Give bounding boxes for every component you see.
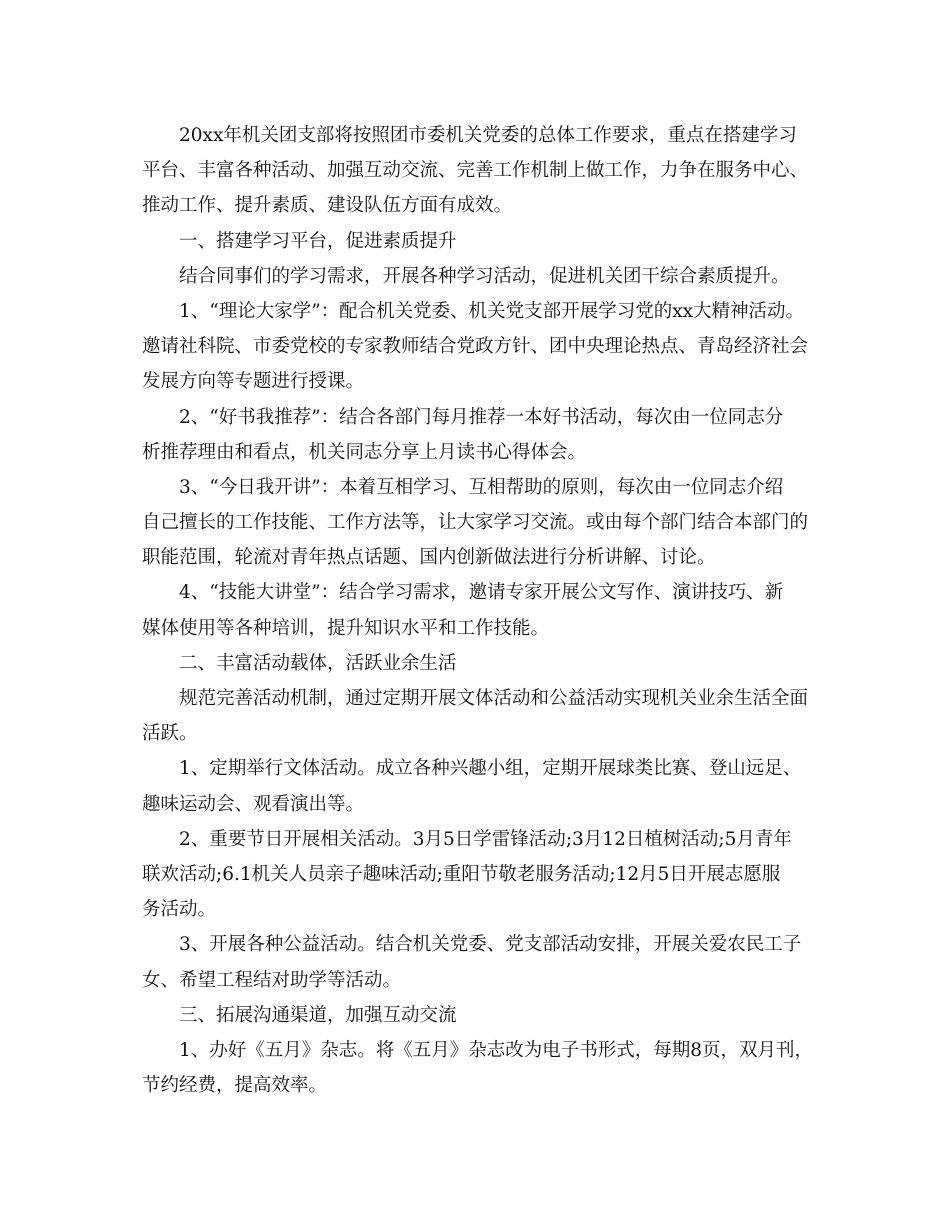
document-line: 析推荐理由和看点，机关同志分享上月读书心得体会。 xyxy=(142,441,587,463)
document-line: 趣味运动会、观看演出等。 xyxy=(142,793,365,815)
document-line: 1、定期举行文体活动。成立各种兴趣小组，定期开展球类比赛、登山远足、 xyxy=(179,758,802,780)
document-line: 邀请社科院、市委党校的专家教师结合党政方针、团中央理论热点、青岛经济社会 xyxy=(142,336,809,358)
document-line: 平台、丰富各种活动、加强互动交流、完善工作机制上做工作，力争在服务中心、 xyxy=(142,160,809,182)
document-line: 发展方向等专题进行授课。 xyxy=(142,371,365,393)
document-line: 职能范围，轮流对青年热点话题、国内创新做法进行分析讲解、讨论。 xyxy=(142,547,716,569)
document-line: 自己擅长的工作技能、工作方法等，让大家学习交流。或由每个部门结合本部门的 xyxy=(142,512,809,534)
document-line: 2、重要节日开展相关活动。3月5日学雷锋活动;3月12日植树活动;5月青年 xyxy=(179,828,792,850)
document-line: 规范完善活动机制，通过定期开展文体活动和公益活动实现机关业余生活全面 xyxy=(179,688,809,709)
document-line: 活跃。 xyxy=(142,723,198,745)
document-line: 媒体使用等各种培训，提升知识水平和工作技能。 xyxy=(142,617,550,639)
document-body xyxy=(142,118,817,1103)
document-line: 推动工作、提升素质、建设队伍方面有成效。 xyxy=(142,195,513,217)
document-line: 结合同事们的学习需求，开展各种学习活动，促进机关团干综合素质提升。 xyxy=(179,265,790,287)
document-line: 女、希望工程结对助学等活动。 xyxy=(142,969,402,991)
document-line: 3、“今日我开讲”：本着互相学习、互相帮助的原则，每次由一位同志介绍 xyxy=(179,476,784,498)
document-line: 20xx年机关团支部将按照团市委机关党委的总体工作要求，重点在搭建学习 xyxy=(179,125,797,146)
document-line: 1、“理论大家学”：配合机关党委、机关党支部开展学习党的xx大精神活动。 xyxy=(179,300,805,322)
document-line: 二、丰富活动载体，活跃业余生活 xyxy=(179,652,457,674)
document-line: 4、“技能大讲堂”：结合学习需求，邀请专家开展公文写作、演讲技巧、新 xyxy=(179,582,784,604)
document-line: 务活动。 xyxy=(142,899,217,921)
document-line: 一、搭建学习平台，促进素质提升 xyxy=(179,230,457,252)
document-line: 3、开展各种公益活动。结合机关党委、党支部活动安排，开展关爱农民工子 xyxy=(179,934,802,956)
document-line: 联欢活动;6.1机关人员亲子趣味活动;重阳节敬老服务活动;12月5日开展志愿服 xyxy=(142,863,781,885)
document-line: 1、办好《五月》杂志。将《五月》杂志改为电子书形式，每期8页，双月刊， xyxy=(179,1039,814,1061)
document-line: 2、“好书我推荐”：结合各部门每月推荐一本好书活动，每次由一位同志分 xyxy=(179,406,784,428)
document-line: 节约经费，提高效率。 xyxy=(142,1075,328,1097)
document-line: 三、拓展沟通渠道，加强互动交流 xyxy=(179,1004,457,1026)
